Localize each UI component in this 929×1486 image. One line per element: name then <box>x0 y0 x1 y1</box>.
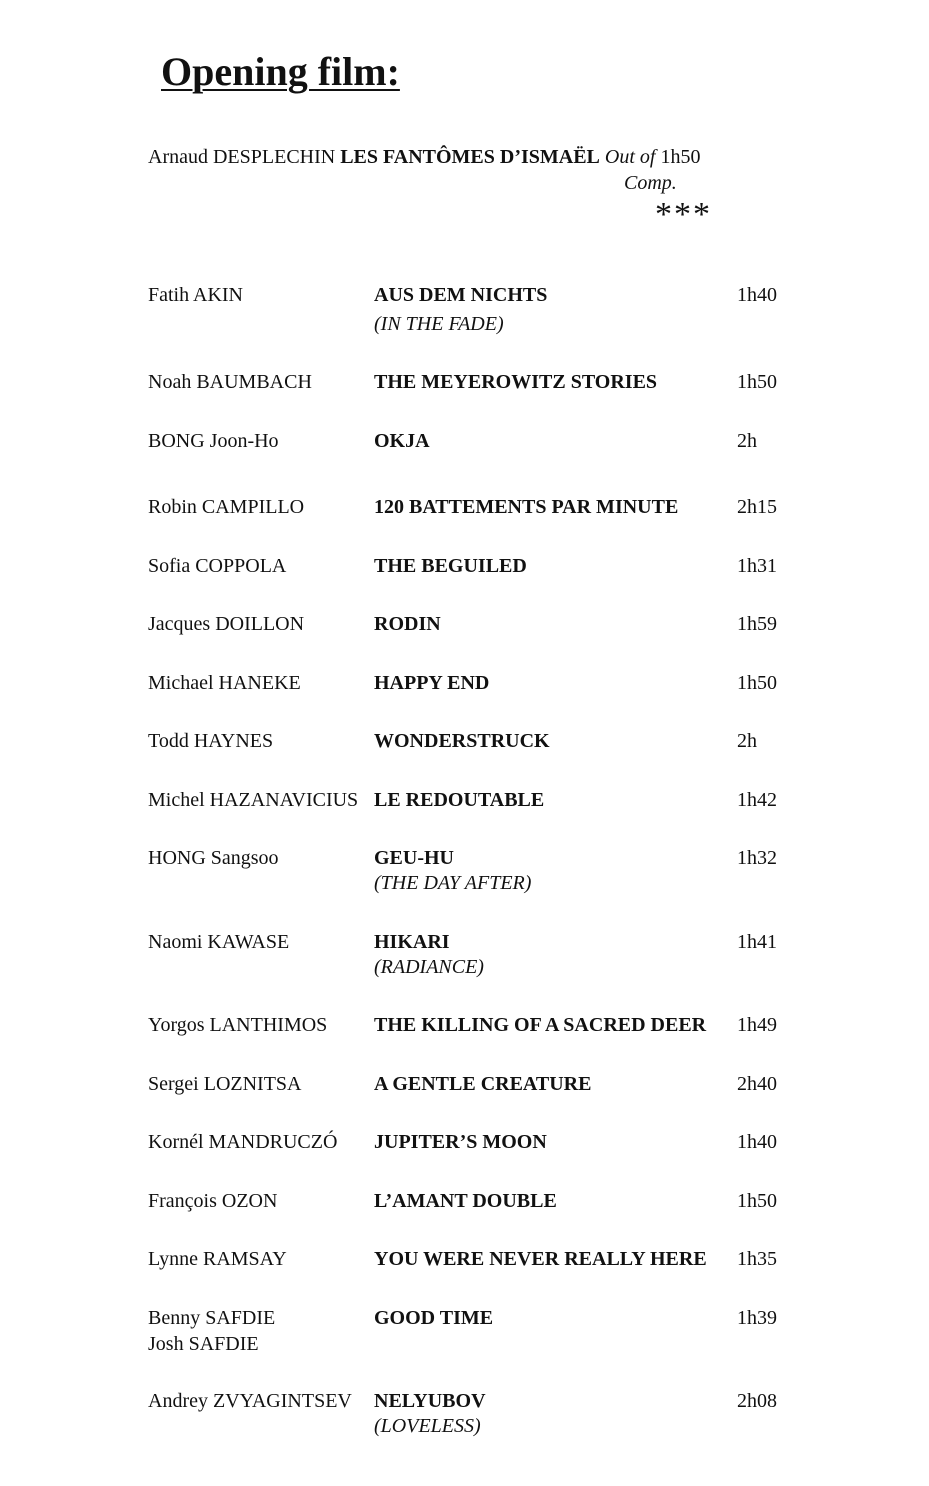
film-english-title: (THE DAY AFTER) <box>374 872 532 894</box>
film-title: THE KILLING OF A SACRED DEER <box>374 1014 707 1036</box>
film-director <box>148 1305 275 1357</box>
film-director <box>148 494 304 520</box>
film-director <box>148 1012 327 1038</box>
film-director <box>148 428 279 454</box>
film-duration: 1h50 <box>737 1190 777 1212</box>
film-title: RODIN <box>374 613 441 635</box>
film-director <box>148 369 312 395</box>
director-name: BONG Joon-Ho <box>148 430 279 452</box>
opening-director: Arnaud DESPLECHIN <box>148 146 336 168</box>
film-title-block <box>374 1071 591 1097</box>
page-title: Opening film: <box>161 49 400 94</box>
director-name: Michel HAZANAVICIUS <box>148 789 359 811</box>
director-name: François OZON <box>148 1190 278 1212</box>
film-title-block <box>374 494 678 520</box>
film-duration: 1h49 <box>737 1014 777 1036</box>
film-title-block <box>374 845 531 896</box>
film-duration: 1h31 <box>737 555 777 577</box>
opening-section: Out of <box>604 146 656 168</box>
film-title-block <box>374 1012 706 1038</box>
film-title: NELYUBOV <box>374 1390 486 1412</box>
film-title-block <box>374 553 527 579</box>
director-name: Michael HANEKE <box>148 672 301 694</box>
film-title-block <box>374 787 544 813</box>
film-duration: 1h40 <box>737 284 777 306</box>
film-duration: 2h08 <box>737 1390 777 1412</box>
film-title: GEU-HU <box>374 847 454 869</box>
film-title-block <box>374 670 489 696</box>
film-duration: 1h50 <box>737 672 777 694</box>
director-name: Yorgos LANTHIMOS <box>148 1014 328 1036</box>
film-director <box>148 1246 287 1272</box>
film-title-block <box>374 1388 486 1439</box>
film-title: JUPITER’S MOON <box>374 1131 547 1153</box>
film-title-block <box>374 428 430 454</box>
film-title-block <box>374 369 657 395</box>
film-english-title: (IN THE FADE) <box>374 313 504 335</box>
film-title: OKJA <box>374 430 430 452</box>
opening-section-continued: Comp. <box>624 172 677 194</box>
director-name: Sergei LOZNITSA <box>148 1073 302 1095</box>
film-title: THE BEGUILED <box>374 555 527 577</box>
film-duration: 2h <box>737 730 757 752</box>
film-director <box>148 929 289 955</box>
director-name: Robin CAMPILLO <box>148 496 305 518</box>
film-title-block <box>374 728 550 754</box>
film-title-block <box>374 611 441 637</box>
opening-title: LES FANTÔMES D’ISMAËL <box>340 146 600 168</box>
film-title: AUS DEM NICHTS <box>374 284 548 306</box>
film-duration: 1h41 <box>737 931 777 953</box>
film-title: WONDERSTRUCK <box>374 730 550 752</box>
film-title-block <box>374 929 484 980</box>
film-director <box>148 845 279 871</box>
film-title: HAPPY END <box>374 672 490 694</box>
film-director <box>148 611 304 637</box>
film-duration: 1h59 <box>737 613 777 635</box>
film-english-title: (RADIANCE) <box>374 956 484 978</box>
director-name: Noah BAUMBACH <box>148 371 312 393</box>
film-title-block <box>374 1246 707 1272</box>
film-duration: 2h15 <box>737 496 777 518</box>
director-name: Sofia COPPOLA <box>148 555 287 577</box>
film-duration: 1h50 <box>737 371 777 393</box>
separator-asterisks: *** <box>655 196 712 233</box>
film-director <box>148 1188 277 1214</box>
film-title: 120 BATTEMENTS PAR MINUTE <box>374 496 679 518</box>
director-name: Josh SAFDIE <box>148 1333 259 1355</box>
film-duration: 2h <box>737 430 757 452</box>
director-name: Todd HAYNES <box>148 730 274 752</box>
director-name: Jacques DOILLON <box>148 613 305 635</box>
film-title-block <box>374 1305 493 1331</box>
director-name: HONG Sangsoo <box>148 847 279 869</box>
film-director <box>148 787 358 813</box>
film-duration: 1h42 <box>737 789 777 811</box>
film-title: HIKARI <box>374 931 450 953</box>
film-duration: 1h32 <box>737 847 777 869</box>
film-english-title: (LOVELESS) <box>374 1415 481 1437</box>
opening-duration: 1h50 <box>660 146 701 168</box>
film-title: L’AMANT DOUBLE <box>374 1190 557 1212</box>
film-duration: 1h35 <box>737 1248 777 1270</box>
film-duration: 2h40 <box>737 1073 777 1095</box>
film-title-block <box>374 1188 557 1214</box>
director-name: Lynne RAMSAY <box>148 1248 287 1270</box>
film-director <box>148 1071 302 1097</box>
film-director <box>148 1388 352 1414</box>
film-title-block <box>374 1129 547 1155</box>
film-director <box>148 553 286 579</box>
director-name: Andrey ZVYAGINTSEV <box>148 1390 352 1412</box>
director-name: Naomi KAWASE <box>148 931 290 953</box>
film-title: LE REDOUTABLE <box>374 789 545 811</box>
film-title-block <box>374 282 547 337</box>
director-name: Fatih AKIN <box>148 284 243 306</box>
film-director <box>148 670 301 696</box>
film-title: YOU WERE NEVER REALLY HERE <box>374 1248 707 1270</box>
director-name: Benny SAFDIE <box>148 1307 276 1329</box>
film-director <box>148 728 273 754</box>
film-director <box>148 282 243 308</box>
film-duration: 1h40 <box>737 1131 777 1153</box>
film-director <box>148 1129 337 1155</box>
director-name: Kornél MANDRUCZÓ <box>148 1131 338 1153</box>
film-title: A GENTLE CREATURE <box>374 1073 592 1095</box>
film-title: GOOD TIME <box>374 1307 494 1329</box>
film-duration: 1h39 <box>737 1307 777 1329</box>
film-title: THE MEYEROWITZ STORIES <box>374 371 658 393</box>
